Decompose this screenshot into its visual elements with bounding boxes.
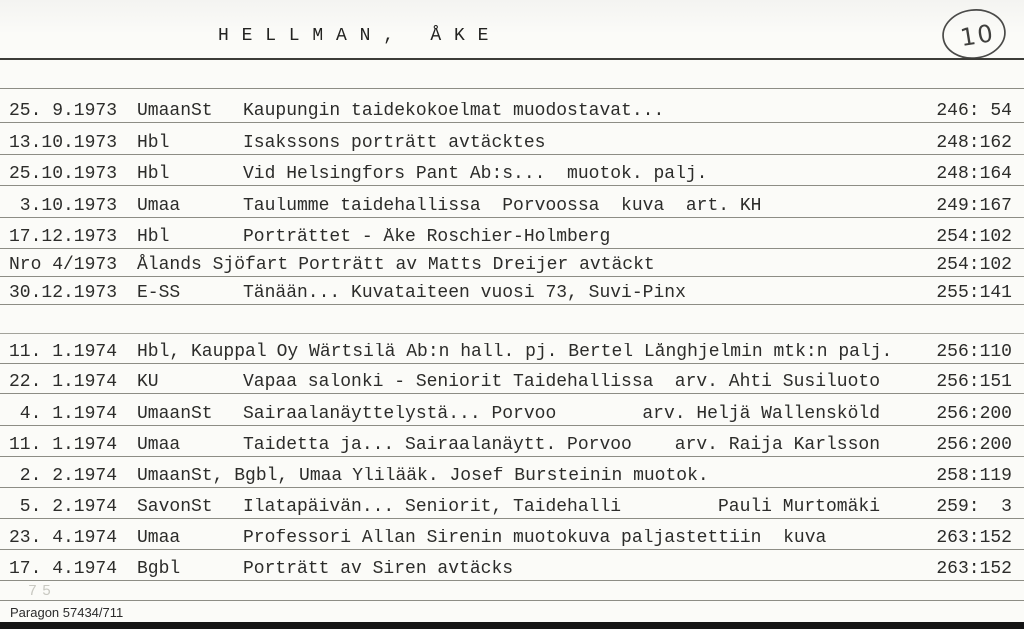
source-cell: UmaanSt, Bgbl, Umaa [137,466,343,487]
table-row [0,486,1024,519]
ref-cell: 256:151 [936,372,1012,393]
note-cell: Pauli Murtomäki [717,497,880,518]
card-stock-brand: Paragon 57434/711 [10,605,124,620]
source-cell: SavonSt [137,497,213,518]
description-cell: Ylilääk. Josef Bursteinin muotok. [352,467,709,486]
table-row [0,333,1024,364]
note-cell: arv. Heljä Wallensköld [642,404,880,425]
description-cell: Vapaa salonki - Seniorit Taidehallissa [243,373,654,392]
description-cell: Isakssons porträtt avtäcktes [243,134,546,153]
ref-cell: 263:152 [936,559,1012,580]
table-row [0,247,1024,277]
date-cell: 30.12.1973 [9,283,118,304]
source-cell: Hbl [137,164,170,185]
date-cell: 17.12.1973 [9,227,118,248]
date-cell: 11. 1.1974 [9,435,118,456]
note-cell: arv. Ahti Susiluoto [674,372,880,393]
ref-cell: 248:164 [936,164,1012,185]
table-row [0,517,1024,550]
description-cell: Vid Helsingfors Pant Ab:s... muotok. palj. [243,165,708,184]
scan-edge-bar [0,622,1024,629]
ref-cell: 256:200 [936,404,1012,425]
source-cell: Bgbl [137,559,181,580]
source-cell: Umaa [137,196,181,217]
ref-cell: 249:167 [936,196,1012,217]
date-cell: 17. 4.1974 [9,559,118,580]
table-row [0,362,1024,394]
description-cell: Taidetta ja... Sairaalanäytt. Porvoo [243,436,632,455]
ref-cell: 258:119 [936,466,1012,487]
description-cell: Sairaalanäyttelystä... Porvoo [243,405,557,424]
date-cell: 25.10.1973 [9,164,118,185]
date-cell: Nro 4/1973 [9,255,118,276]
table-row [0,455,1024,488]
date-cell: 22. 1.1974 [9,372,118,393]
ref-cell: 254:102 [936,227,1012,248]
circled-number-value: 10 [958,18,997,52]
source-cell: Hbl [137,133,170,154]
card-title: H E L L M A N , Å K E [218,26,490,46]
description-cell: Tänään... Kuvataiteen vuosi 73, Suvi-Pinx [243,284,686,303]
date-cell: 5. 2.1974 [9,497,118,518]
ref-cell: 248:162 [936,133,1012,154]
ref-cell: 254:102 [936,255,1012,276]
source-cell: E-SS [137,283,181,304]
date-cell: 13.10.1973 [9,133,118,154]
ref-cell: 255:141 [936,283,1012,304]
date-cell: 3.10.1973 [9,196,118,217]
description-cell: Professori Allan Sirenin muotokuva paljastettiin kuva [243,529,827,548]
table-row [0,548,1024,581]
description-cell: Taulumme taidehallissa Porvoossa kuva art. KH [243,197,762,216]
description-cell: Porträtt av Siren avtäcks [243,560,514,579]
table-row [0,121,1024,155]
table-row [0,89,1024,123]
table-row [0,275,1024,305]
date-cell: 25. 9.1973 [9,101,118,122]
ref-cell: 256:110 [936,342,1012,363]
table-row [0,424,1024,457]
source-cell: Ålands Sjöfart [137,255,289,276]
footer-divider [0,600,1024,601]
source-cell: Umaa [137,528,181,549]
date-cell: 11. 1.1974 [9,342,118,363]
header-divider [0,58,1024,60]
source-cell: Hbl, Kauppal [137,342,267,363]
ref-cell: 256:200 [936,435,1012,456]
faint-page-number: 75 [28,583,57,600]
source-cell: KU [137,372,159,393]
description-cell: Ilatapäivän... Seniorit, Taidehalli [243,498,622,517]
ref-cell: 259: 3 [936,497,1012,518]
source-cell: Umaa [137,435,181,456]
handwritten-circled-number [936,4,1012,64]
note-cell: arv. Raija Karlsson [674,435,880,456]
description-cell: Porträttet - Åke Roschier-Holmberg [243,228,611,247]
description-cell: Kaupungin taidekokoelmat muodostavat... [243,102,665,121]
date-cell: 2. 2.1974 [9,466,118,487]
description-cell: Oy Wärtsilä Ab:n hall. pj. Bertel Långhjelmin mtk:n palj. [276,343,893,362]
table-row [0,153,1024,186]
table-row [0,392,1024,426]
table-row [0,216,1024,249]
date-cell: 4. 1.1974 [9,404,118,425]
ref-cell: 246: 54 [936,101,1012,122]
description-cell: Porträtt av Matts Dreijer avtäckt [298,256,655,275]
source-cell: UmaanSt [137,101,213,122]
source-cell: UmaanSt [137,404,213,425]
ref-cell: 263:152 [936,528,1012,549]
source-cell: Hbl [137,227,170,248]
table-row [0,184,1024,218]
date-cell: 23. 4.1974 [9,528,118,549]
